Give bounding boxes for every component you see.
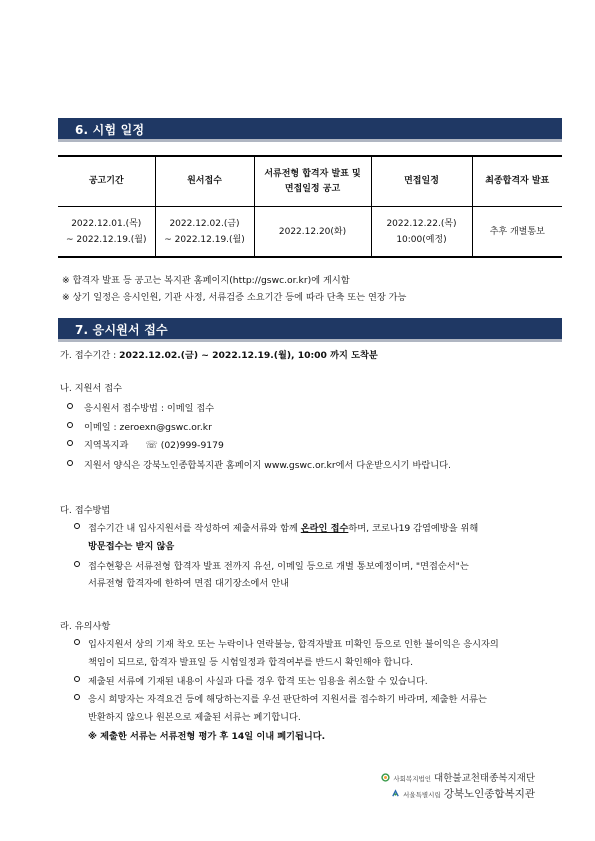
- submission-form-info: 지원서 양식은 강북노인종합복지관 홈페이지 www.gswc.or.kr에서 다운받으시기 바랍니다.: [84, 460, 451, 471]
- method-item-1-text-c: 하며, 코로나19 감염예방을 위해: [348, 523, 479, 534]
- col-header-apply: 원서접수: [155, 156, 254, 207]
- bullet-icon: [67, 460, 73, 466]
- col-header-posting: 공고기간: [58, 156, 155, 207]
- col-header-interview: 면접일정: [371, 156, 472, 207]
- table-row: [58, 207, 562, 258]
- application-period-value: 2022.12.02.(금) ~ 2022.12.19.(월), 10:00 까지 도착분: [119, 350, 378, 361]
- submission-email: 이메일 : zeroexn@gswc.or.kr: [84, 422, 212, 433]
- table-header-row: [58, 156, 562, 207]
- cell-interview: [371, 207, 472, 258]
- footer-logo-foundation: [381, 770, 535, 784]
- foundation-logo-icon: [381, 773, 390, 782]
- section-6-title: 6. 시험 일정: [75, 123, 145, 137]
- method-item-2: 접수현황은 서류전형 합격자 발표 전까지 유선, 이메일 등으로 개별 통보예정이며, "면접순서"는: [88, 561, 469, 572]
- phone-icon: ☏: [145, 440, 158, 451]
- cell-apply-end: ~ 2022.12.19.(월): [164, 234, 245, 245]
- cell-posting-end: ~ 2022.12.19.(월): [65, 234, 147, 245]
- bullet-icon: [74, 561, 80, 567]
- method-item-1-no-visit: 방문접수는 받지 않음: [88, 541, 175, 552]
- bullet-icon: [74, 523, 80, 529]
- cell-final: 추후 개별통보: [472, 207, 562, 258]
- method-item-2-cont: 서류전형 합격자에 한하여 면접 대기장소에서 안내: [88, 578, 289, 589]
- foundation-type: 사회복지법인: [393, 775, 432, 783]
- section-7-header: [58, 318, 562, 342]
- footer-logo-center: [391, 786, 535, 801]
- submission-method: 응시원서 접수방법 : 이메일 접수: [84, 403, 215, 414]
- cell-apply: [155, 207, 254, 258]
- center-name: 강북노인종합복지관: [443, 788, 535, 800]
- bullet-icon: [74, 639, 80, 645]
- col-header-doc-result: [254, 156, 371, 207]
- bullet-icon: [74, 676, 80, 682]
- cell-doc-result: 2022.12.20(화): [254, 207, 371, 258]
- notice-item-3: 응시 희망자는 자격요건 등에 해당하는지를 우선 판단하여 지원서를 접수하기 바라며, 제출한 서류는: [88, 694, 487, 705]
- contact-phone: (02)999-9179: [160, 440, 224, 451]
- notice-item-1: 입사지원서 상의 기재 착오 또는 누락이나 연락불능, 합격자발표 미확인 등으로 인한 불이익은 응시자의: [88, 639, 499, 650]
- notice-item-3-cont: 반환하지 않으나 원본으로 제출된 서류는 폐기합니다.: [88, 712, 301, 723]
- col-header-final: 최종합격자 발표: [472, 156, 562, 207]
- cell-posting-start: 2022.12.01.(목): [71, 218, 142, 229]
- method-heading: 다. 접수방법: [60, 505, 111, 516]
- cell-posting: [58, 207, 155, 258]
- application-period-label: 가. 접수기간 :: [60, 350, 120, 361]
- center-type: 서울특별시립: [403, 791, 441, 799]
- note-1: ※ 합격자 발표 등 공고는 복지관 홈페이지(http://gswc.or.kr)에 게시함: [62, 275, 350, 286]
- bullet-icon: [67, 422, 73, 428]
- method-item-1-online: 온라인 접수: [300, 523, 349, 534]
- notice-item-2: 제출된 서류에 기재된 내용이 사실과 다를 경우 합격 또는 임용을 취소할 수 있습니다.: [88, 676, 428, 687]
- submission-contact: [84, 437, 224, 451]
- cell-interview-date: 2022.12.22.(목): [386, 218, 457, 229]
- disposal-warning: ※ 제출한 서류는 서류전형 평가 후 14일 이내 폐기됩니다.: [88, 731, 326, 742]
- notice-item-1-cont: 책임이 되므로, 합격자 발표일 등 시험일정과 합격여부를 반드시 확인해야 합니다.: [88, 657, 414, 668]
- section-6-header: [58, 118, 562, 142]
- col-header-doc-result-line1: 서류전형 합격자 발표 및: [264, 168, 361, 179]
- bullet-icon: [67, 403, 73, 409]
- contact-dept: 지역복지과: [84, 440, 129, 451]
- bullet-icon: [67, 440, 73, 446]
- center-logo-icon: [391, 789, 400, 798]
- method-item-1-text-a: 접수기간 내 입사지원서를 작성하여 제출서류와 함께: [88, 523, 301, 534]
- section-7-title: 7. 응시원서 접수: [75, 323, 168, 337]
- cell-interview-time: 10:00(예정): [396, 234, 447, 245]
- cell-apply-start: 2022.12.02.(금): [169, 218, 240, 229]
- notice-heading: 라. 유의사항: [60, 621, 111, 632]
- method-item-1: [88, 520, 478, 534]
- schedule-table: [58, 155, 562, 258]
- foundation-name: 대한불교천태종복지재단: [434, 773, 535, 784]
- note-2: ※ 상기 일정은 응시인원, 기관 사정, 서류검증 소요기간 등에 따라 단축 또는 연장 가능: [62, 292, 407, 303]
- bullet-icon: [74, 694, 80, 700]
- submission-heading: 나. 지원서 접수: [60, 383, 123, 394]
- col-header-doc-result-line2: 면접일정 공고: [284, 183, 341, 194]
- application-period: [60, 347, 378, 361]
